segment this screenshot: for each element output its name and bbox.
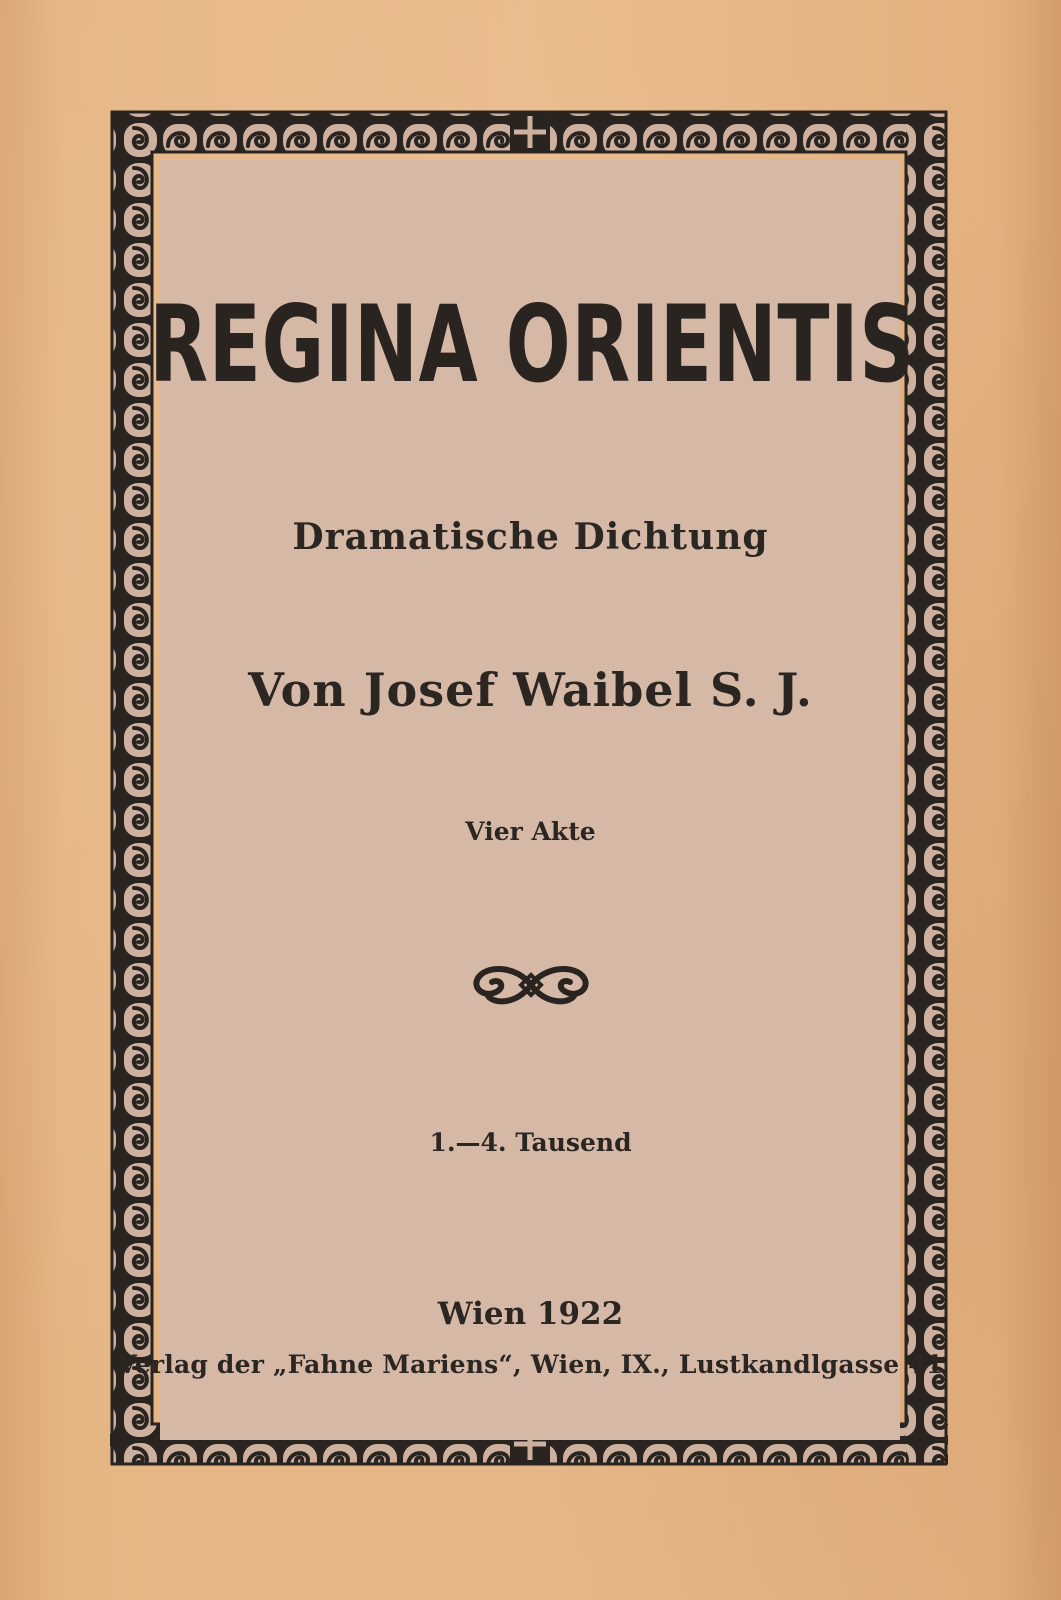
interlaced-loop-ornament-icon <box>466 960 596 1010</box>
book-subtitle: Dramatische Dichtung <box>292 516 769 558</box>
acts-note: Vier Akte <box>465 817 596 846</box>
border-left <box>112 112 152 1464</box>
edition-note: 1.—4. Tausend <box>429 1128 632 1157</box>
book-author: Von Josef Waibel S. J. <box>248 663 813 717</box>
publisher-line: Verlag der „Fahne Mariens“, Wien, IX., Lustkandlgasse 41 <box>117 1350 944 1379</box>
border-cross-top-icon <box>510 112 550 152</box>
city-year: Wien 1922 <box>437 1296 624 1332</box>
book-title: REGINA ORIENTIS <box>149 283 915 406</box>
